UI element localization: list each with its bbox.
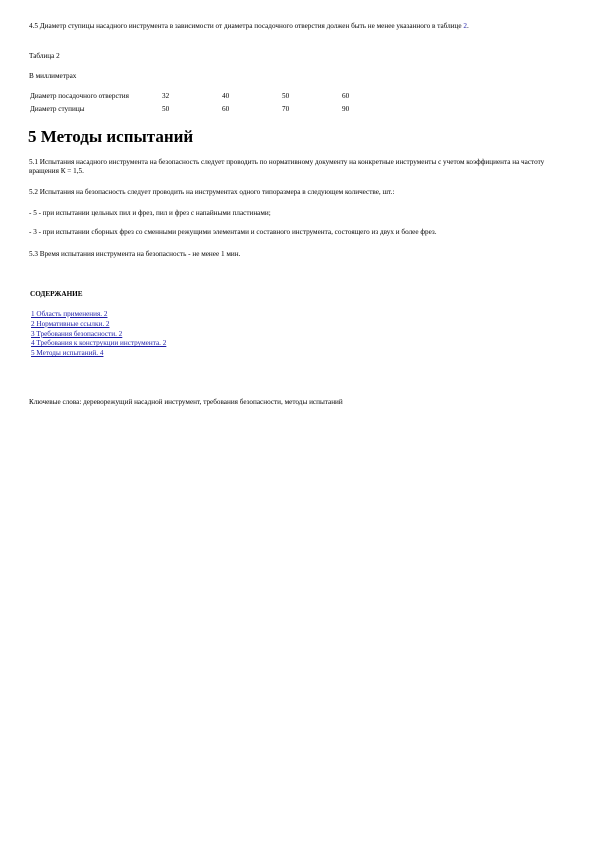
table-of-contents [31,310,166,359]
table-cell: 50 [282,92,290,100]
toc-link-4[interactable]: 4 Требования к конструкции инструмента. 2 [31,339,167,348]
table-cell: Диаметр посадочного отверстия [30,92,129,100]
paragraph-4-5-text: 4.5 Диаметр ступицы насадного инструмента в зависимости от диаметра посадочного отверстия должен быть не менее указанного в таблице [29,22,464,30]
table-cell: 40 [222,92,230,100]
table-2-reference-link[interactable]: 2 [463,22,467,30]
table-cell: Диаметр ступицы [30,105,85,113]
paragraph-5-3: 5.3 Время испытания инструмента на безопасность - не менее 1 мин. [29,250,241,258]
toc-item [31,320,166,330]
toc-item [31,330,166,340]
table-cell: 32 [162,92,170,100]
toc-link-2[interactable]: 2 Нормативные ссылки. 2 [31,319,110,328]
paragraph-4-5-end: . [466,22,469,30]
paragraph-5-1: 5.1 Испытания насадного инструмента на безопасность следует проводить по нормативному документу на конкретные инструменты с учетом коэффициента на частоту вращения К = 1,5. [29,158,545,176]
toc-link-3[interactable]: 3 Требования безопасности. 2 [31,329,123,338]
table-row [30,90,382,103]
toc-item [31,339,166,349]
table-units: В миллиметрах [29,72,77,80]
paragraph-4-5 [29,22,559,31]
table-row [30,103,382,116]
table-cell: 60 [342,92,350,100]
toc-link-5[interactable]: 5 Методы испытаний. 4 [31,349,104,358]
table-cell: 50 [162,105,170,113]
table-cell: 60 [222,105,230,113]
toc-title: СОДЕРЖАНИЕ [30,290,83,298]
list-item: - 3 - при испытании сборных фрез со сменными режущими элементами и составного инструмента, состоящего из двух и более фрез. [29,228,437,236]
table-cell: 90 [342,105,350,113]
keywords: Ключевые слова: дереворежущий насадной инструмент, требования безопасности, методы испытаний [29,398,343,406]
dimensions-table [30,90,382,116]
section-title: 5 Методы испытаний [28,127,194,146]
toc-item [31,310,166,320]
table-cell: 70 [282,105,290,113]
toc-link-1[interactable]: 1 Область применения. 2 [31,310,108,318]
list-item: - 5 - при испытании цельных пил и фрез, пил и фрез с напайными пластинами; [29,209,271,217]
table-caption: Таблица 2 [29,52,60,60]
toc-item [31,349,166,359]
paragraph-5-2: 5.2 Испытания на безопасность следует проводить на инструментах одного типоразмера в следующем количестве, шт.: [29,188,395,196]
